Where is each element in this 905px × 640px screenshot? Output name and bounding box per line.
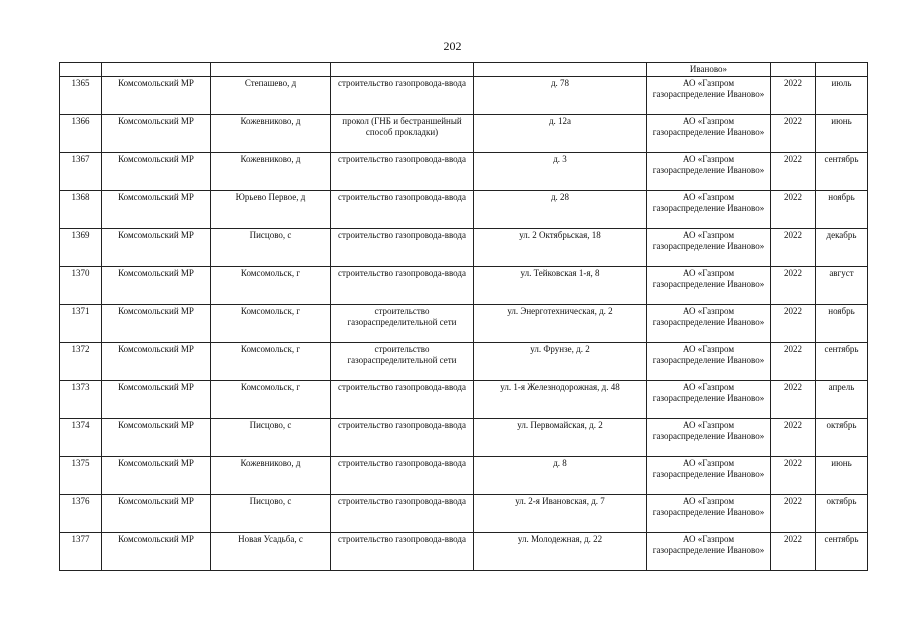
cell-address: д. 8 — [474, 457, 647, 495]
cell-address: ул. Энерготехническая, д. 2 — [474, 305, 647, 343]
cell-num: 1375 — [60, 457, 102, 495]
cell-month: декабрь — [816, 229, 868, 267]
cell-owner: АО «Газпром газораспределение Иваново» — [647, 381, 771, 419]
cell-owner: АО «Газпром газораспределение Иваново» — [647, 77, 771, 115]
cell-address: ул. 2 Октябрьская, 18 — [474, 229, 647, 267]
cell-num: 1377 — [60, 533, 102, 571]
cell-num: 1371 — [60, 305, 102, 343]
table-row — [60, 153, 868, 191]
cell-address — [474, 63, 647, 77]
table-row — [60, 229, 868, 267]
cell-district: Комсомольский МР — [102, 381, 211, 419]
cell-district: Комсомольский МР — [102, 229, 211, 267]
cell-year: 2022 — [771, 191, 816, 229]
cell-num: 1373 — [60, 381, 102, 419]
cell-owner: АО «Газпром газораспределение Иваново» — [647, 305, 771, 343]
cell-year: 2022 — [771, 267, 816, 305]
page-number: 202 — [443, 39, 462, 53]
cell-address: д. 3 — [474, 153, 647, 191]
cell-owner: АО «Газпром газораспределение Иваново» — [647, 267, 771, 305]
cell-district: Комсомольский МР — [102, 191, 211, 229]
cell-num: 1369 — [60, 229, 102, 267]
cell-district: Комсомольский МР — [102, 495, 211, 533]
cell-locality: Комсомольск, г — [211, 381, 331, 419]
cell-district: Комсомольский МР — [102, 305, 211, 343]
cell-district: Комсомольский МР — [102, 115, 211, 153]
cell-num: 1376 — [60, 495, 102, 533]
register-table-body — [60, 63, 868, 571]
cell-address: ул. Молодежная, д. 22 — [474, 533, 647, 571]
table-row — [60, 267, 868, 305]
cell-year: 2022 — [771, 343, 816, 381]
cell-owner: АО «Газпром газораспределение Иваново» — [647, 153, 771, 191]
cell-district: Комсомольский МР — [102, 153, 211, 191]
table-row — [60, 191, 868, 229]
cell-year: 2022 — [771, 77, 816, 115]
cell-num — [60, 63, 102, 77]
cell-work — [331, 63, 474, 77]
cell-num: 1372 — [60, 343, 102, 381]
cell-district: Комсомольский МР — [102, 533, 211, 571]
cell-district: Комсомольский МР — [102, 419, 211, 457]
table-row — [60, 343, 868, 381]
cell-num: 1374 — [60, 419, 102, 457]
cell-district: Комсомольский МР — [102, 457, 211, 495]
cell-locality: Комсомольск, г — [211, 267, 331, 305]
cell-address: д. 28 — [474, 191, 647, 229]
cell-year: 2022 — [771, 153, 816, 191]
cell-year: 2022 — [771, 229, 816, 267]
cell-month — [816, 63, 868, 77]
cell-work: строительство газопровода-ввода — [331, 419, 474, 457]
cell-month: сентябрь — [816, 153, 868, 191]
cell-year: 2022 — [771, 457, 816, 495]
table-row — [60, 533, 868, 571]
cell-locality: Комсомольск, г — [211, 343, 331, 381]
cell-address: ул. Фрунзе, д. 2 — [474, 343, 647, 381]
cell-num: 1366 — [60, 115, 102, 153]
cell-month: июнь — [816, 457, 868, 495]
cell-owner: АО «Газпром газораспределение Иваново» — [647, 457, 771, 495]
cell-owner: АО «Газпром газораспределение Иваново» — [647, 229, 771, 267]
cell-locality: Писцово, с — [211, 229, 331, 267]
register-table — [59, 62, 868, 571]
cell-year: 2022 — [771, 419, 816, 457]
cell-num: 1368 — [60, 191, 102, 229]
cell-work: прокол (ГНБ и бестраншейный способ прокладки) — [331, 115, 474, 153]
table-row — [60, 495, 868, 533]
cell-month: октябрь — [816, 419, 868, 457]
cell-work: строительство газопровода-ввода — [331, 533, 474, 571]
table-row — [60, 381, 868, 419]
cell-month: сентябрь — [816, 343, 868, 381]
cell-year: 2022 — [771, 533, 816, 571]
cell-work: строительство газораспределительной сети — [331, 305, 474, 343]
cell-owner: АО «Газпром газораспределение Иваново» — [647, 191, 771, 229]
cell-month: август — [816, 267, 868, 305]
cell-address: ул. 2-я Ивановская, д. 7 — [474, 495, 647, 533]
table-row — [60, 305, 868, 343]
cell-month: апрель — [816, 381, 868, 419]
cell-owner: АО «Газпром газораспределение Иваново» — [647, 115, 771, 153]
cell-month: июль — [816, 77, 868, 115]
cell-work: строительство газопровода-ввода — [331, 381, 474, 419]
cell-district: Комсомольский МР — [102, 77, 211, 115]
cell-month: октябрь — [816, 495, 868, 533]
cell-work: строительство газопровода-ввода — [331, 229, 474, 267]
cell-month: ноябрь — [816, 191, 868, 229]
cell-locality: Кожевниково, д — [211, 153, 331, 191]
cell-year — [771, 63, 816, 77]
cell-address: д. 78 — [474, 77, 647, 115]
cell-work: строительство газопровода-ввода — [331, 153, 474, 191]
table-row — [60, 115, 868, 153]
cell-district: Комсомольский МР — [102, 267, 211, 305]
cell-month: сентябрь — [816, 533, 868, 571]
cell-num: 1367 — [60, 153, 102, 191]
cell-locality: Писцово, с — [211, 419, 331, 457]
table-row — [60, 419, 868, 457]
table-row — [60, 77, 868, 115]
cell-year: 2022 — [771, 381, 816, 419]
cell-district — [102, 63, 211, 77]
cell-owner: АО «Газпром газораспределение Иваново» — [647, 495, 771, 533]
cell-owner: АО «Газпром газораспределение Иваново» — [647, 533, 771, 571]
cell-address: д. 12а — [474, 115, 647, 153]
cell-address: ул. Первомайская, д. 2 — [474, 419, 647, 457]
cell-num: 1365 — [60, 77, 102, 115]
cell-month: июнь — [816, 115, 868, 153]
cell-num: 1370 — [60, 267, 102, 305]
cell-work: строительство газопровода-ввода — [331, 191, 474, 229]
cell-locality: Степашево, д — [211, 77, 331, 115]
cell-year: 2022 — [771, 305, 816, 343]
cell-work: строительство газопровода-ввода — [331, 495, 474, 533]
cell-locality: Кожевниково, д — [211, 115, 331, 153]
cell-locality: Юрьево Первое, д — [211, 191, 331, 229]
cell-district: Комсомольский МР — [102, 343, 211, 381]
cell-address: ул. 1-я Железнодорожная, д. 48 — [474, 381, 647, 419]
cell-work: строительство газопровода-ввода — [331, 77, 474, 115]
cell-locality: Комсомольск, г — [211, 305, 331, 343]
continuation-row — [60, 63, 868, 77]
cell-locality — [211, 63, 331, 77]
cell-owner: Иваново» — [647, 63, 771, 77]
cell-locality: Новая Усадьба, с — [211, 533, 331, 571]
cell-locality: Кожевниково, д — [211, 457, 331, 495]
cell-year: 2022 — [771, 115, 816, 153]
cell-month: ноябрь — [816, 305, 868, 343]
cell-owner: АО «Газпром газораспределение Иваново» — [647, 419, 771, 457]
cell-work: строительство газораспределительной сети — [331, 343, 474, 381]
cell-year: 2022 — [771, 495, 816, 533]
cell-locality: Писцово, с — [211, 495, 331, 533]
cell-work: строительство газопровода-ввода — [331, 457, 474, 495]
cell-work: строительство газопровода-ввода — [331, 267, 474, 305]
table-row — [60, 457, 868, 495]
cell-address: ул. Тейковская 1-я, 8 — [474, 267, 647, 305]
cell-owner: АО «Газпром газораспределение Иваново» — [647, 343, 771, 381]
